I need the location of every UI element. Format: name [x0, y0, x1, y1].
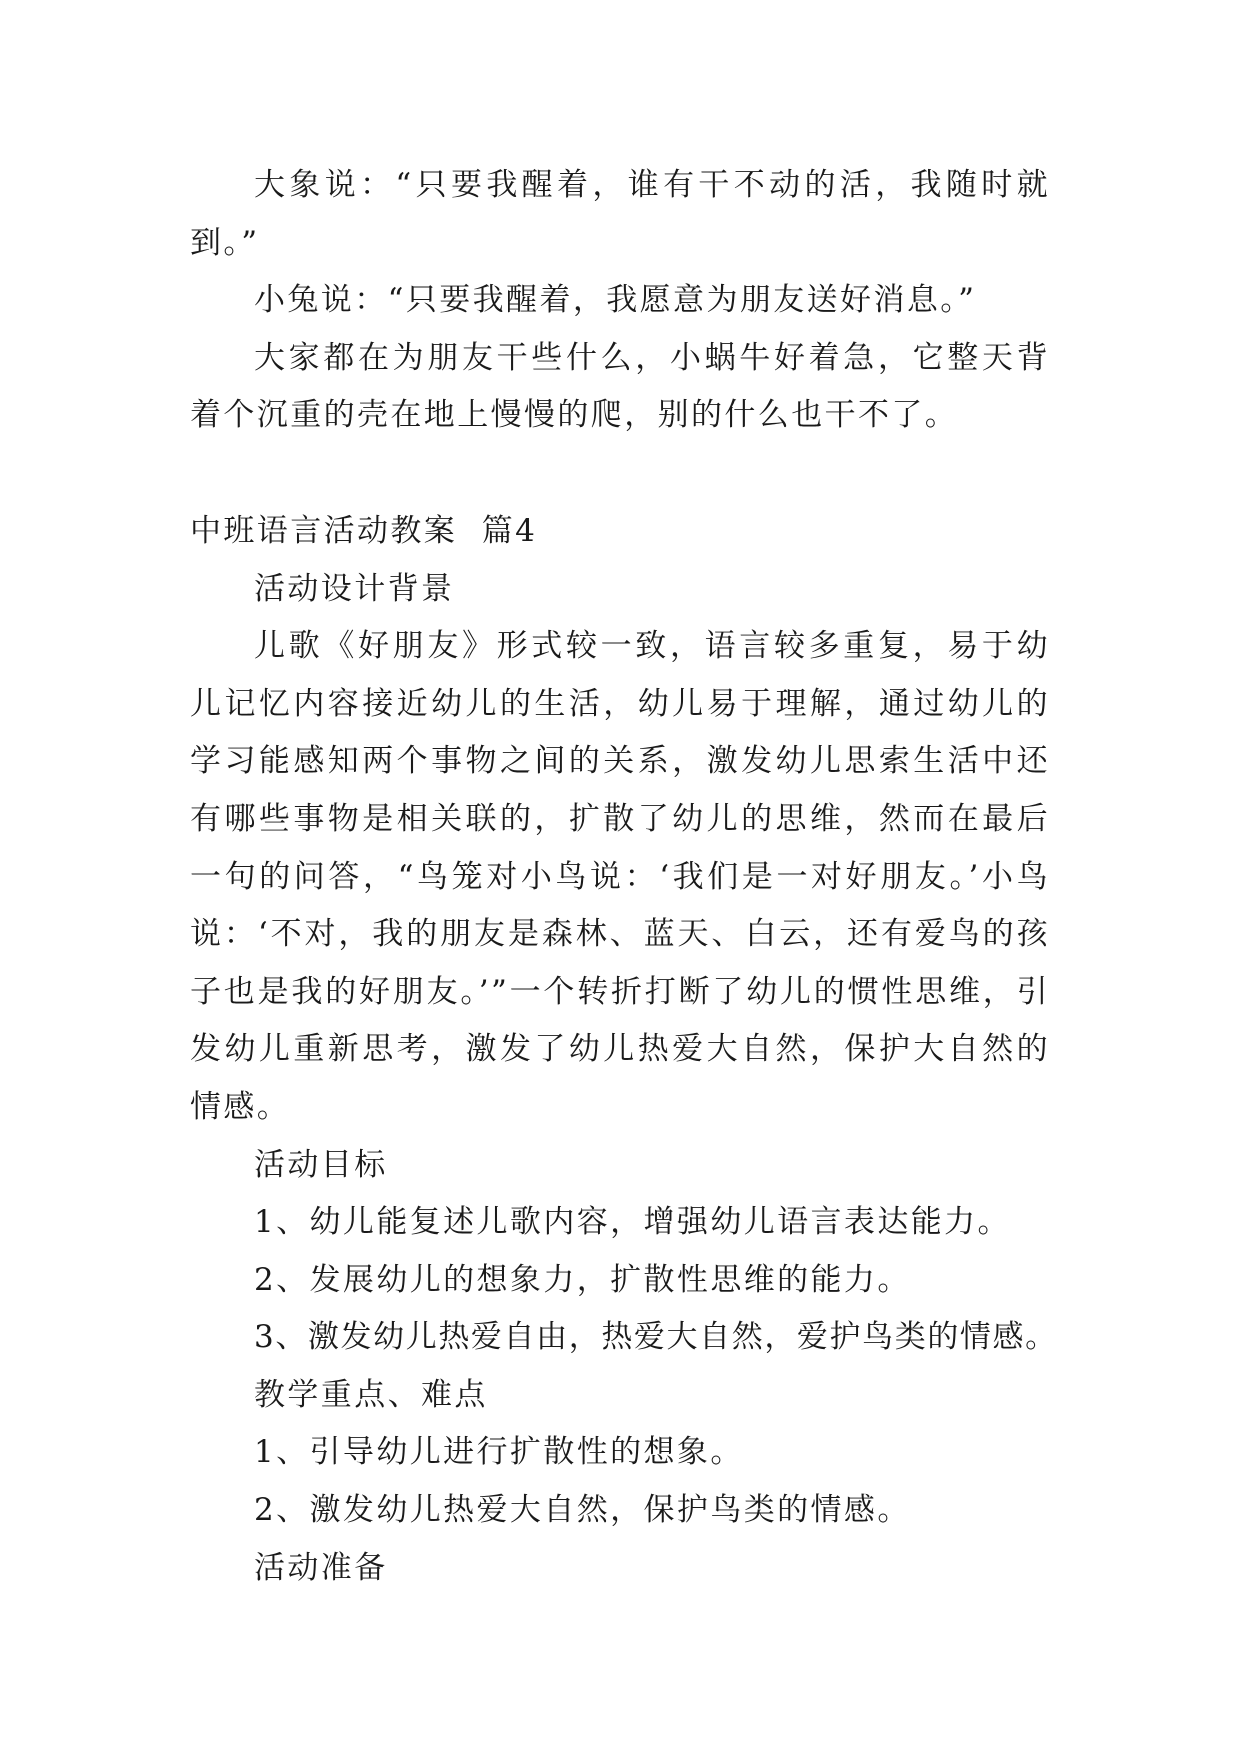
intro-paragraph-elephant: 大象说：“只要我醒着，谁有干不动的活，我随时就到。”	[190, 167, 1050, 261]
goals-heading: 活动目标	[254, 1146, 388, 1183]
key-points-heading: 教学重点、难点	[254, 1376, 488, 1413]
preparation-heading: 活动准备	[254, 1549, 388, 1586]
goal-item-1: 1、幼儿能复述儿歌内容，增强幼儿语言表达能力。	[254, 1204, 1011, 1241]
key-point-item-1: 1、引导幼儿进行扩散性的想象。	[254, 1434, 744, 1471]
intro-paragraph-rabbit: 小兔说：“只要我醒着，我愿意为朋友送好消息。”	[254, 282, 977, 319]
goal-item-2: 2、发展幼儿的想象力，扩散性思维的能力。	[254, 1261, 911, 1298]
background-heading: 活动设计背景	[254, 570, 455, 607]
key-point-item-2: 2、激发幼儿热爱大自然，保护鸟类的情感。	[254, 1492, 911, 1529]
goal-item-3: 3、激发幼儿热爱自由，热爱大自然，爱护鸟类的情感。	[254, 1319, 1058, 1356]
background-paragraph: 儿歌《好朋友》形式较一致，语言较多重复，易于幼儿记忆内容接近幼儿的生活，幼儿易于理解，通过幼儿的学习能感知两个事物之间的关系，激发幼儿思索生活中还有哪些事物是相关联的，扩散了幼儿的思维，然而在最后一句的问答，“鸟笼对小鸟说：‘我们是一对好朋友。’小鸟说：‘不对，我的朋友是森林、蓝天、白云，还有爱鸟的孩子也是我的好朋友。’”一个转折打断了幼儿的惯性思维，引发幼儿重新思考，激发了幼儿热爱大自然，保护大自然的情感。	[190, 628, 1050, 1125]
intro-paragraph-snail: 大家都在为朋友干些什么，小蜗牛好着急，它整天背着个沉重的壳在地上慢慢的爬，别的什么也干不了。	[190, 339, 1050, 434]
section-title: 中班语言活动教案 篇4	[190, 512, 538, 549]
document-body	[190, 157, 1058, 1597]
